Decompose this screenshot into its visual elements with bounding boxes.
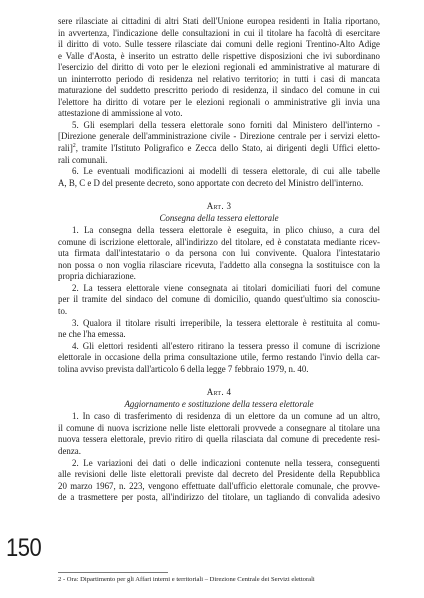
text-line: per il tramite del sindaco del comune di domicilio, quando quest'ultimo sia conosciu- xyxy=(58,294,380,305)
text-line: l'elettore ha diritto di votare per le elezioni regionali o amministrative gli invia una xyxy=(58,96,380,107)
text-line: propria dichiarazione. xyxy=(58,271,136,282)
art3-paragraph-1 xyxy=(58,225,380,283)
text-line: 3. Qualora il titolare risulti irreperibile, la tessera elettorale è restituita al comu- xyxy=(72,317,380,328)
text-line: 4. Gli elettori residenti all'estero ritirano la tessera presso il comune di iscrizione xyxy=(72,340,380,351)
text-line: in avvertenza, l'indicazione delle consultazioni in cui il titolare ha facoltà di esercitare xyxy=(58,27,380,38)
article-3-subtitle: Consegna della tessera elettorale xyxy=(159,212,279,223)
art3-paragraph-3 xyxy=(58,318,380,341)
text-line-with-footnote xyxy=(58,143,380,155)
text-line: rali comunali. xyxy=(58,154,108,165)
page-number: 150 xyxy=(6,533,42,562)
paragraph-6 xyxy=(58,166,380,189)
text-line: l'esercizio del diritto di voto per le elezioni regionali ed amministrative al maturare di xyxy=(58,62,380,73)
art3-paragraph-4 xyxy=(58,341,380,376)
article-4-heading xyxy=(58,387,380,399)
text-line: sere rilasciate ai cittadini di altri Stati dell'Unione europea residenti in Italia riportano, xyxy=(58,16,380,26)
text-line: 2. Le variazioni dei dati o delle indicazioni contenute nella tessera, conseguenti xyxy=(72,457,380,468)
text-line: [Direzione generale dell'amministrazione civile - Direzione centrale per i servizi eletto- xyxy=(58,131,380,142)
footnote-divider xyxy=(58,572,168,573)
art4-paragraph-2 xyxy=(58,458,380,504)
text-line: il comune di nuova iscrizione nelle liste elettorali provvede a consegnare al titolare una xyxy=(58,422,380,433)
paragraph-5 xyxy=(58,120,380,166)
paragraph-continuation xyxy=(58,16,380,120)
text-line: 20 marzo 1967, n. 223, vengono effettuate dall'ufficio elettorale comunale, che provve- xyxy=(58,480,380,491)
art4-paragraph-1 xyxy=(58,411,380,457)
text-line: 1. In caso di trasferimento di residenza di un elettore da un comune ad un altro, xyxy=(72,411,380,422)
text-fragment: rali] xyxy=(58,143,73,154)
text-line: un ininterrotto periodo di residenza nel relativo territorio; in tutti i casi di mancata xyxy=(58,73,380,84)
text-line: A, B, C e D del presente decreto, sono apportate con decreto del Ministro dell'interno. xyxy=(58,177,364,188)
text-line: nuova tessera elettorale, previo ritiro di quella rilasciata dal comune di precedente resi- xyxy=(58,434,380,445)
body-text xyxy=(58,16,380,504)
article-3-heading xyxy=(58,201,380,213)
text-line: e Valle d'Aosta, è inserito un estratto delle rispettive disposizioni che ivi subordinano xyxy=(58,50,380,61)
text-line: 6. Le eventuali modificazioni ai modelli di tessera elettorale, di cui alle tabelle xyxy=(72,166,380,177)
text-line: 5. Gli esemplari della tessera elettorale sono forniti dal Ministero dell'interno - xyxy=(72,119,380,130)
footnote-ref: 2 xyxy=(72,143,76,150)
text-line: attestazione di ammissione al voto. xyxy=(58,108,183,119)
text-line: comune di iscrizione elettorale, all'indirizzo del titolare, ed è constatata mediante ricev- xyxy=(58,236,380,247)
art3-paragraph-2 xyxy=(58,283,380,318)
footnote: 2 - Ora: Dipartimento per gli Affari interni e territoriali – Direzione Centrale dei Servizi elettorali xyxy=(58,576,315,583)
article-heading-text: Art. 3 xyxy=(206,201,232,212)
text-line: denza. xyxy=(58,445,81,456)
text-line: elettorale in occasione della prima consultazione utile, fermo restando l'invio della car- xyxy=(58,352,380,363)
text-line: il diritto di voto. Sulle tessere rilasciate dai comuni delle regioni Trentino-Alto Adige xyxy=(58,39,380,50)
text-line: de a trasmettere per posta, all'indirizzo del titolare, un tagliando di convalida adesivo xyxy=(58,492,380,503)
text-line: uta firmata dall'intestatario o da persona con lui convivente. Qualora l'intestatario xyxy=(58,248,380,259)
text-line: non possa o non voglia rilasciare ricevuta, l'addetto alla consegna la sostituisce con la xyxy=(58,259,380,270)
text-line: maturazione del suddetto prescritto periodo di residenza, il sindaco del comune in cui xyxy=(58,85,380,96)
text-line: 2. La tessera elettorale viene consegnata ai titolari domiciliati fuori del comune xyxy=(72,282,380,293)
article-4-subtitle: Aggiornamento e sostituzione della tessera elettorale xyxy=(124,398,314,409)
text-line: alle revisioni delle liste elettorali previste dal decreto del Presidente della Repubblica xyxy=(58,469,380,480)
text-line: ne che l'ha emessa. xyxy=(58,329,126,340)
article-heading-text: Art. 4 xyxy=(206,387,232,398)
text-line: 1. La consegna della tessera elettorale è eseguita, in plico chiuso, a cura del xyxy=(72,225,380,236)
text-line: to. xyxy=(58,306,68,317)
text-line: tolina avviso prevista dall'articolo 6 della legge 7 febbraio 1979, n. 40. xyxy=(58,363,309,374)
text-fragment: , tramite l'Istituto Poligrafico e Zecca dello Stato, ai dirigenti degli Uffici eletto- xyxy=(75,143,380,154)
